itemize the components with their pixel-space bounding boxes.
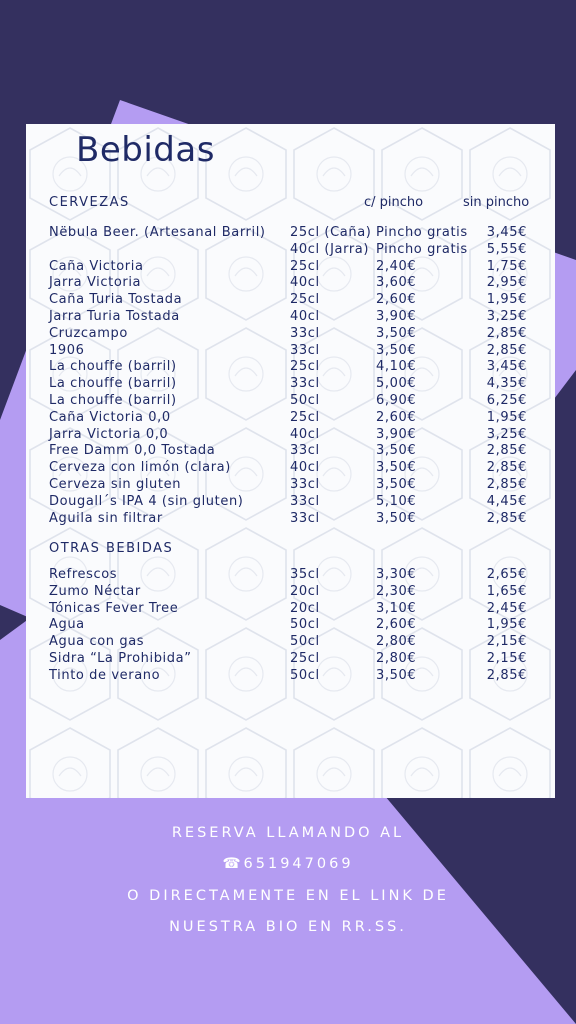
price-sin-pincho: 2,85€ xyxy=(486,510,527,526)
other-drinks-section-heading: OTRAS BEBIDAS xyxy=(49,541,174,556)
item-volume: 40cl xyxy=(290,426,320,442)
item-name: Agua xyxy=(49,617,85,633)
table-row xyxy=(26,426,555,443)
item-name: Jarra Victoria xyxy=(49,275,142,291)
footer-bio-text: NUESTRA BIO EN RR.SS. xyxy=(169,919,407,935)
price-con-pincho: 2,40€ xyxy=(376,258,417,274)
item-name: Sidra “La Prohibida” xyxy=(49,651,192,666)
item-volume: 25cl xyxy=(290,258,320,274)
menu-card xyxy=(26,124,555,798)
price-sin-pincho: 3,45€ xyxy=(486,225,527,240)
item-name: La chouffe (barril) xyxy=(49,393,177,408)
table-row xyxy=(26,633,555,650)
item-volume: 33cl xyxy=(290,376,320,392)
table-row xyxy=(26,241,555,258)
price-con-pincho: 2,60€ xyxy=(376,409,417,425)
table-row xyxy=(26,493,555,510)
item-volume: 50cl xyxy=(290,634,320,650)
item-name: Refrescos xyxy=(49,567,118,582)
price-con-pincho: 6,90€ xyxy=(376,393,417,408)
item-name: Free Damm 0,0 Tostada xyxy=(49,443,216,459)
price-con-pincho: 2,60€ xyxy=(376,292,417,308)
price-sin-pincho: 6,25€ xyxy=(486,393,527,408)
table-row xyxy=(26,392,555,409)
table-row xyxy=(26,274,555,291)
item-name: Caña Turia Tostada xyxy=(49,292,183,308)
price-sin-pincho: 2,85€ xyxy=(486,443,527,459)
item-volume: 20cl xyxy=(290,600,320,616)
price-con-pincho: 3,50€ xyxy=(376,443,417,459)
item-name: 1906 xyxy=(49,342,85,358)
price-sin-pincho: 2,85€ xyxy=(486,667,527,683)
table-row xyxy=(26,566,555,583)
price-sin-pincho: 1,65€ xyxy=(486,583,527,599)
price-con-pincho: 3,90€ xyxy=(376,426,417,442)
item-name: Cruzcampo xyxy=(49,325,128,341)
table-row xyxy=(26,667,555,684)
column-header-con-pincho: c/ pincho xyxy=(364,195,424,210)
table-row xyxy=(26,616,555,633)
table-row xyxy=(26,258,555,275)
price-con-pincho: 3,30€ xyxy=(376,567,417,582)
item-name: Aguila sin filtrar xyxy=(49,510,163,526)
price-con-pincho: 3,50€ xyxy=(376,477,417,492)
table-row xyxy=(26,291,555,308)
item-name: Agua con gas xyxy=(49,634,145,650)
item-volume: 33cl xyxy=(290,325,320,341)
price-con-pincho: 3,50€ xyxy=(376,342,417,358)
item-volume: 25cl xyxy=(290,359,320,375)
price-sin-pincho: 5,55€ xyxy=(486,241,527,257)
price-con-pincho: 5,00€ xyxy=(376,376,417,392)
item-volume: 40cl xyxy=(290,309,320,324)
price-con-pincho: 5,10€ xyxy=(376,493,417,509)
page-title: Bebidas xyxy=(76,130,215,170)
price-sin-pincho: 2,45€ xyxy=(486,600,527,616)
item-name: La chouffe (barril) xyxy=(49,376,177,392)
item-name: Caña Victoria 0,0 xyxy=(49,409,171,425)
table-row xyxy=(26,600,555,617)
price-con-pincho: 3,60€ xyxy=(376,275,417,291)
price-con-pincho: 3,50€ xyxy=(376,667,417,683)
item-name: Cerveza sin gluten xyxy=(49,477,182,492)
item-name: Tinto de verano xyxy=(49,667,161,683)
price-con-pincho: 3,50€ xyxy=(376,510,417,526)
table-row xyxy=(26,409,555,426)
price-sin-pincho: 2,15€ xyxy=(486,651,527,666)
item-volume: 20cl xyxy=(290,583,320,599)
price-sin-pincho: 3,25€ xyxy=(486,426,527,442)
item-volume: 33cl xyxy=(290,493,320,509)
table-row xyxy=(26,342,555,359)
table-row xyxy=(26,650,555,667)
price-sin-pincho: 2,85€ xyxy=(486,325,527,341)
item-name: La chouffe (barril) xyxy=(49,359,177,375)
price-sin-pincho: 2,15€ xyxy=(486,634,527,650)
column-header-sin-pincho: sin pincho xyxy=(463,195,530,210)
price-sin-pincho: 2,85€ xyxy=(486,342,527,358)
price-con-pincho: 2,30€ xyxy=(376,583,417,599)
item-volume: 33cl xyxy=(290,342,320,358)
table-row xyxy=(26,510,555,527)
beer-section-heading: CERVEZAS xyxy=(49,195,130,210)
footer-phone[interactable] xyxy=(0,854,576,874)
price-sin-pincho: 2,65€ xyxy=(486,567,527,582)
price-sin-pincho: 2,85€ xyxy=(486,477,527,492)
item-volume: 40cl xyxy=(290,460,320,476)
item-volume: 33cl xyxy=(290,443,320,459)
price-con-pincho: 3,10€ xyxy=(376,600,417,616)
price-con-pincho: 3,50€ xyxy=(376,460,417,476)
item-volume: 25cl xyxy=(290,409,320,425)
phone-number[interactable]: ☎651947069 xyxy=(222,856,354,872)
item-name: Caña Victoria xyxy=(49,258,144,274)
item-volume: 25cl xyxy=(290,292,320,308)
item-name: Tónicas Fever Tree xyxy=(49,600,179,616)
price-sin-pincho: 1,75€ xyxy=(486,258,527,274)
item-volume: 50cl xyxy=(290,393,320,408)
table-row xyxy=(26,375,555,392)
table-row xyxy=(26,459,555,476)
price-con-pincho: 2,80€ xyxy=(376,651,417,666)
price-sin-pincho: 2,95€ xyxy=(486,275,527,291)
price-con-pincho: 4,10€ xyxy=(376,359,417,375)
table-row xyxy=(26,325,555,342)
item-volume: 50cl xyxy=(290,667,320,683)
table-row xyxy=(26,358,555,375)
item-volume: 25cl xyxy=(290,651,320,666)
price-sin-pincho: 4,45€ xyxy=(486,493,527,509)
price-con-pincho: 2,80€ xyxy=(376,634,417,650)
item-volume: 50cl xyxy=(290,617,320,633)
table-row xyxy=(26,442,555,459)
price-con-pincho: 3,50€ xyxy=(376,325,417,341)
price-sin-pincho: 1,95€ xyxy=(486,617,527,633)
price-sin-pincho: 2,85€ xyxy=(486,460,527,476)
table-row xyxy=(26,224,555,241)
price-con-pincho: Pincho gratis xyxy=(376,241,468,257)
price-sin-pincho: 1,95€ xyxy=(486,292,527,308)
price-sin-pincho: 4,35€ xyxy=(486,376,527,392)
table-row xyxy=(26,476,555,493)
footer-reserve-text: RESERVA LLAMANDO AL xyxy=(171,825,405,841)
item-name: Cerveza con limón (clara) xyxy=(49,460,231,476)
item-volume: 33cl xyxy=(290,477,320,492)
item-name: Nëbula Beer. (Artesanal Barril) xyxy=(49,225,266,240)
item-volume: 40cl xyxy=(290,275,320,291)
footer-link-text: O DIRECTAMENTE EN EL LINK DE xyxy=(127,888,449,904)
price-sin-pincho: 3,25€ xyxy=(486,309,527,324)
item-volume: 33cl xyxy=(290,510,320,526)
item-name: Jarra Turia Tostada xyxy=(49,309,180,324)
item-volume: 35cl xyxy=(290,567,320,582)
price-con-pincho: 2,60€ xyxy=(376,617,417,633)
item-volume: 40cl (Jarra) xyxy=(290,241,370,257)
item-name: Dougall´s IPA 4 (sin gluten) xyxy=(49,493,244,509)
price-con-pincho: Pincho gratis xyxy=(376,225,468,240)
table-row xyxy=(26,308,555,325)
item-volume: 25cl (Caña) xyxy=(290,225,372,240)
item-name: Jarra Victoria 0,0 xyxy=(49,426,169,442)
price-sin-pincho: 1,95€ xyxy=(486,409,527,425)
price-con-pincho: 3,90€ xyxy=(376,309,417,324)
price-sin-pincho: 3,45€ xyxy=(486,359,527,375)
item-name: Zumo Néctar xyxy=(49,583,141,599)
table-row xyxy=(26,583,555,600)
